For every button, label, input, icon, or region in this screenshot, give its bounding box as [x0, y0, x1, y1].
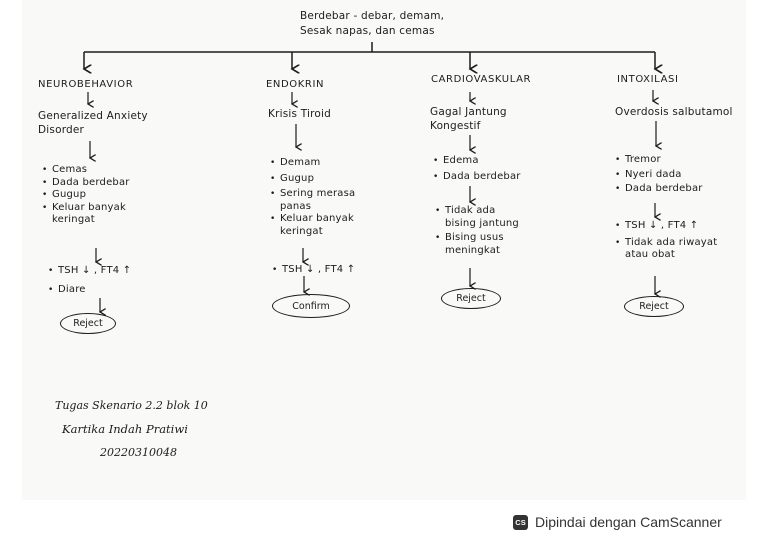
- header-intoxilasi: INTOXILASI: [617, 74, 679, 85]
- diagnosis-endo-1: Krisis Tiroid: [268, 108, 332, 120]
- lab-item: • Tidak ada riwayat atau obat: [615, 237, 727, 262]
- signature-student-id: 20220310048: [100, 446, 177, 459]
- camscanner-logo-icon: CS: [513, 515, 528, 530]
- symptom-item: • Gugup: [42, 189, 162, 202]
- symptom-item: • Tremor: [615, 154, 725, 167]
- symptom-item: • Dada berdebar: [433, 171, 543, 184]
- lab-item: • TSH ↓ , FT4 ↑: [615, 220, 727, 233]
- symptom-item: • Edema: [433, 155, 543, 168]
- lab-item: • TSH ↓ , FT4 ↑: [48, 265, 158, 278]
- watermark-text: Dipindai dengan CamScanner: [535, 514, 722, 530]
- lab-list-endo: [272, 264, 372, 277]
- result-neuro-reject: Reject: [60, 313, 116, 334]
- symptom-item: • Dada berdebar: [615, 183, 725, 196]
- result-endo-confirm: Confirm: [272, 294, 350, 318]
- symptom-item: • Keluar banyak keringat: [270, 213, 362, 238]
- diagnosis-cardio-1: Gagal Jantung: [430, 106, 507, 118]
- diagnosis-intox-1: Overdosis salbutamol: [615, 106, 733, 118]
- symptom-item: • Dada berdebar: [42, 177, 162, 190]
- signature-assignment: Tugas Skenario 2.2 blok 10: [55, 399, 208, 412]
- symptom-item: • Nyeri dada: [615, 169, 725, 182]
- symptom-list-intox: [615, 154, 725, 196]
- header-neurobehavior: NEUROBEHAVIOR: [38, 79, 134, 90]
- lab-item: • Bising usus meningkat: [435, 232, 520, 257]
- lab-item: • Tidak ada bising jantung: [435, 205, 520, 230]
- header-endokrin: ENDOKRIN: [266, 79, 325, 90]
- signature-name: Kartika Indah Pratiwi: [62, 422, 188, 436]
- diagnosis-cardio-2: Kongestif: [430, 120, 481, 132]
- camscanner-watermark: [513, 509, 753, 535]
- symptom-list-cardio: [433, 155, 543, 183]
- root-line-1: Berdebar - debar, demam,: [300, 10, 445, 22]
- lab-list-intox: [615, 220, 727, 262]
- result-intox-reject: Reject: [624, 296, 684, 317]
- diagnosis-neuro-1: Generalized Anxiety: [38, 110, 148, 122]
- symptom-item: • Cemas: [42, 164, 162, 177]
- lab-item: • TSH ↓ , FT4 ↑: [272, 264, 372, 277]
- symptom-list-neuro: [42, 164, 162, 227]
- lab-list-neuro: [48, 265, 158, 296]
- symptom-item: • Sering merasa panas: [270, 188, 362, 213]
- lab-list-cardio: [435, 205, 520, 257]
- result-cardio-reject: Reject: [441, 288, 501, 309]
- symptom-item: • Gugup: [270, 173, 370, 186]
- diagnosis-neuro-2: Disorder: [38, 124, 85, 136]
- symptom-item: • Demam: [270, 157, 370, 170]
- header-cardiovaskular: CARDIOVASKULAR: [431, 74, 532, 85]
- root-line-2: Sesak napas, dan cemas: [300, 25, 435, 37]
- lab-item: • Diare: [48, 284, 158, 297]
- symptom-list-endo: [270, 157, 370, 238]
- symptom-item: • Keluar banyak keringat: [42, 202, 147, 227]
